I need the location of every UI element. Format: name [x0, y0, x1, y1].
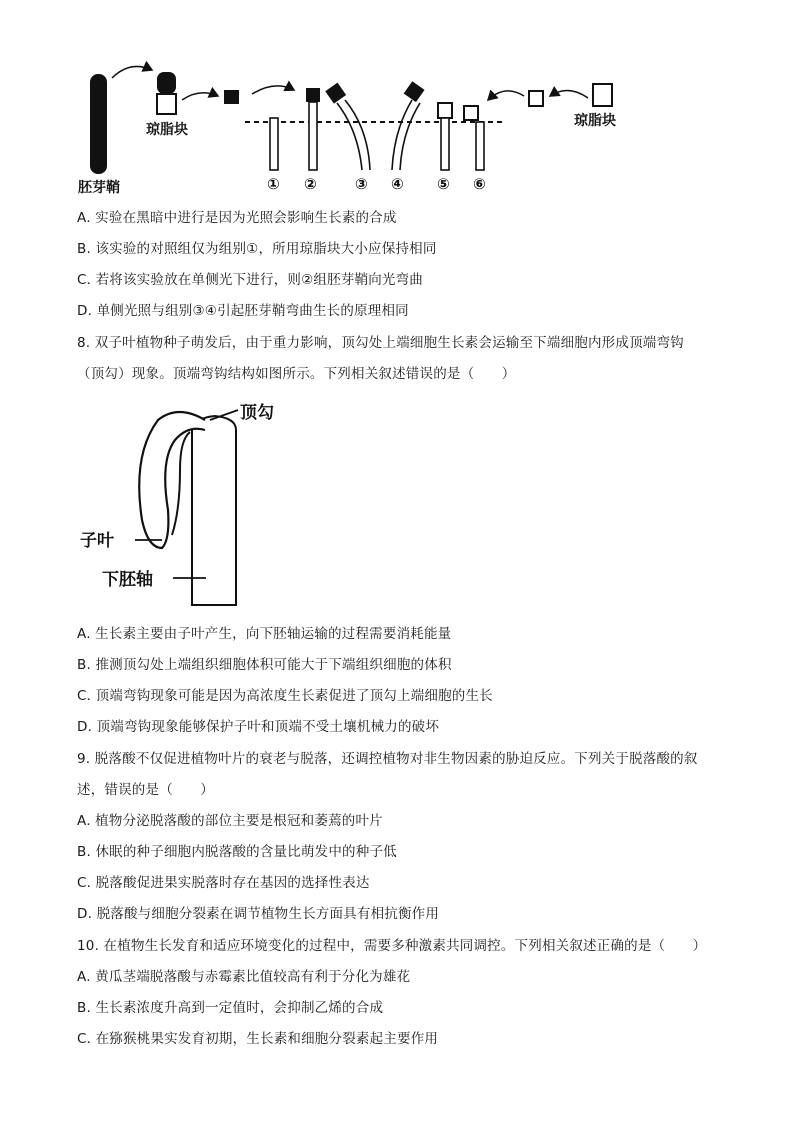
q10-stem-line1: 10. 在植物生长发育和适应环境变化的过程中，需要多种激素共同调控。下列相关叙述正确的是（ ）	[77, 938, 707, 954]
q7-option-d: D. 单侧光照与组别③④引起胚芽鞘弯曲生长的原理相同	[77, 303, 409, 319]
group-marker-3: ③	[355, 175, 368, 193]
label-hypocotyl: 下胚轴	[102, 570, 153, 590]
group-marker-4: ④	[391, 175, 404, 193]
label-agar-left: 琼脂块	[146, 122, 188, 138]
q9-stem-line1: 9. 脱落酸不仅促进植物叶片的衰老与脱落，还调控植物对非生物因素的胁迫反应。下列关于脱落酸的叙	[77, 751, 698, 767]
q9-option-a: A. 植物分泌脱落酸的部位主要是根冠和萎蔫的叶片	[77, 813, 383, 829]
label-agar-right: 琼脂块	[574, 113, 616, 129]
q10-option-c: C. 在猕猴桃果实发育初期，生长素和细胞分裂素起主要作用	[77, 1031, 439, 1047]
q8-option-a: A. 生长素主要由子叶产生，向下胚轴运输的过程需要消耗能量	[77, 626, 452, 642]
label-cotyledon: 子叶	[80, 531, 114, 551]
q8-stem-line2: （顶勾）现象。顶端弯钩结构如图所示。下列相关叙述错误的是（ ）	[77, 366, 516, 382]
group-marker-2: ②	[304, 175, 317, 193]
q8-option-b: B. 推测顶勾处上端组织细胞体积可能大于下端组织细胞的体积	[77, 657, 452, 673]
label-apical-hook: 顶勾	[240, 403, 274, 423]
q8-stem-line1: 8. 双子叶植物种子萌发后，由于重力影响，顶勾处上端细胞生长素会运输至下端细胞内形成顶端弯钩	[77, 335, 684, 351]
q10-option-b: B. 生长素浓度升高到一定值时，会抑制乙烯的合成	[77, 1000, 384, 1016]
group-marker-1: ①	[267, 175, 280, 193]
q8-option-d: D. 顶端弯钩现象能够保护子叶和顶端不受土壤机械力的破坏	[77, 719, 440, 735]
q8-option-c: C. 顶端弯钩现象可能是因为高浓度生长素促进了顶勾上端细胞的生长	[77, 688, 493, 704]
q7-option-b: B. 该实验的对照组仅为组别①，所用琼脂块大小应保持相同	[77, 241, 437, 257]
q9-option-b: B. 休眠的种子细胞内脱落酸的含量比萌发中的种子低	[77, 844, 397, 860]
q7-option-a: A. 实验在黑暗中进行是因为光照会影响生长素的合成	[77, 210, 397, 226]
q10-option-a: A. 黄瓜茎端脱落酸与赤霉素比值较高有利于分化为雄花	[77, 969, 411, 985]
group-marker-5: ⑤	[437, 175, 450, 193]
coleoptile-shape	[90, 74, 107, 174]
q9-option-d: D. 脱落酸与细胞分裂素在调节植物生长方面具有相抗衡作用	[77, 906, 440, 922]
coleoptile-experiment-figure	[0, 0, 794, 200]
q9-option-c: C. 脱落酸促进果实脱落时存在基因的选择性表达	[77, 875, 370, 891]
q7-option-c: C. 若将该实验放在单侧光下进行，则②组胚芽鞘向光弯曲	[77, 272, 424, 288]
label-coleoptile: 胚芽鞘	[78, 180, 120, 196]
group-marker-6: ⑥	[473, 175, 486, 193]
q9-stem-line2: 述，错误的是（ ）	[77, 782, 214, 798]
apical-hook-figure	[0, 395, 794, 610]
